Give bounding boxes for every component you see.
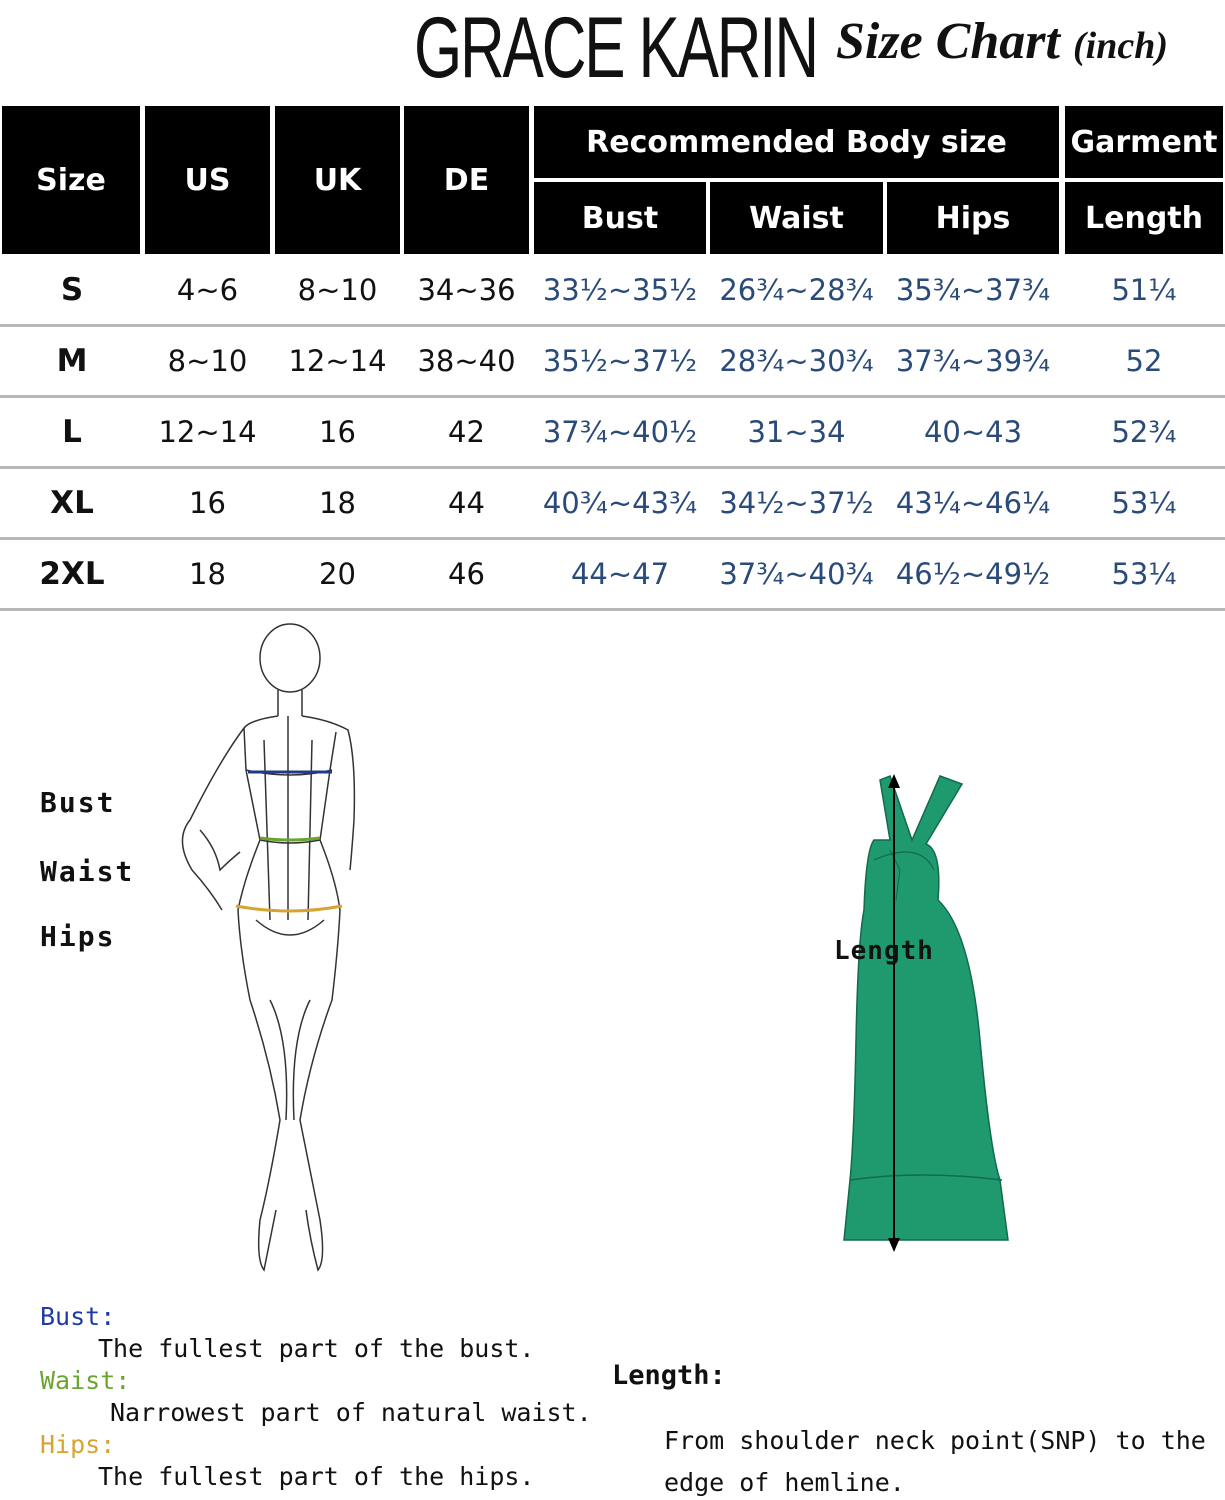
- figure-label-hips: Hips: [40, 920, 116, 953]
- table-row: [0, 327, 1225, 398]
- cell-length: 51¼: [1111, 273, 1177, 307]
- cell-size: 2XL: [39, 556, 105, 592]
- cell-waist: 26¾~28¾: [719, 273, 874, 307]
- table-row: [0, 540, 1225, 611]
- cell-hips: 43¼~46¼: [895, 486, 1051, 520]
- cell-waist: 28¾~30¾: [719, 344, 874, 378]
- table-row: [0, 398, 1225, 469]
- cell-uk: 12~14: [288, 344, 387, 378]
- def-bust-label: Bust:: [40, 1302, 116, 1331]
- header-body-group: Recommended Body size: [534, 106, 1059, 178]
- header-garment-group: Garment: [1065, 106, 1223, 178]
- cell-de: 38~40: [417, 344, 516, 378]
- cell-size: M: [56, 343, 88, 379]
- cell-hips: 46½~49½: [895, 557, 1051, 591]
- figure-label-length: Length: [834, 936, 934, 966]
- cell-bust: 33½~35½: [542, 273, 698, 307]
- cell-hips: 37¾~39¾: [895, 344, 1051, 378]
- cell-length: 53¼: [1111, 486, 1177, 520]
- header-length: Length: [1065, 182, 1223, 254]
- table-row: [0, 469, 1225, 540]
- cell-uk: 16: [319, 415, 356, 449]
- cell-us: 18: [189, 557, 226, 591]
- cell-size: S: [60, 272, 84, 308]
- cell-length: 52: [1125, 344, 1163, 378]
- cell-us: 12~14: [158, 415, 257, 449]
- cell-length: 52¾: [1111, 415, 1177, 449]
- def-length-text-1: From shoulder neck point(SNP) to the: [664, 1426, 1206, 1455]
- cell-de: 34~36: [417, 273, 516, 307]
- header-hips: Hips: [887, 182, 1059, 254]
- def-hips-text: The fullest part of the hips.: [98, 1462, 535, 1491]
- cell-de: 42: [448, 415, 485, 449]
- def-waist-text: Narrowest part of natural waist.: [110, 1398, 592, 1427]
- cell-us: 4~6: [176, 273, 239, 307]
- def-hips-label: Hips:: [40, 1430, 116, 1459]
- cell-bust: 35½~37½: [542, 344, 698, 378]
- dress-illustration: [830, 770, 1020, 1260]
- cell-bust: 37¾~40½: [542, 415, 698, 449]
- figure-label-waist: Waist: [40, 855, 135, 888]
- cell-hips: 40~43: [923, 415, 1023, 449]
- length-arrow-bottom-icon: [888, 1238, 900, 1252]
- header-bust: Bust: [534, 182, 706, 254]
- def-length-label: Length:: [612, 1360, 726, 1391]
- cell-uk: 8~10: [297, 273, 378, 307]
- def-length-text-2: edge of hemline.: [664, 1468, 905, 1497]
- header-uk: UK: [275, 106, 400, 254]
- def-waist-label: Waist:: [40, 1366, 131, 1395]
- cell-size: L: [62, 414, 82, 450]
- cell-us: 16: [189, 486, 226, 520]
- chart-unit: (inch): [1072, 25, 1168, 67]
- waist-measure-line: [260, 838, 320, 840]
- cell-waist: 34½~37½: [719, 486, 874, 520]
- cell-de: 46: [448, 557, 485, 591]
- cell-bust: 44~47: [570, 557, 670, 591]
- cell-size: XL: [50, 485, 94, 521]
- header-waist: Waist: [710, 182, 883, 254]
- header-de: DE: [404, 106, 529, 254]
- cell-waist: 37¾~40¾: [719, 557, 874, 591]
- brand-logo: GRACE KARIN: [414, 0, 817, 96]
- header-us: US: [145, 106, 270, 254]
- header-size: Size: [2, 106, 140, 254]
- cell-length: 53¼: [1111, 557, 1177, 591]
- body-figure-illustration: [160, 620, 380, 1300]
- figure-label-bust: Bust: [40, 786, 116, 819]
- chart-title: [836, 12, 1168, 76]
- cell-hips: 35¾~37¾: [895, 273, 1051, 307]
- cell-de: 44: [448, 486, 485, 520]
- cell-waist: 31~34: [747, 415, 846, 449]
- cell-bust: 40¾~43¾: [542, 486, 698, 520]
- def-bust-text: The fullest part of the bust.: [98, 1334, 535, 1363]
- cell-uk: 20: [319, 557, 356, 591]
- hips-measure-line: [236, 906, 342, 911]
- cell-uk: 18: [319, 486, 356, 520]
- cell-us: 8~10: [167, 344, 248, 378]
- chart-title-text: Size Chart: [836, 13, 1060, 70]
- table-row: [0, 256, 1225, 327]
